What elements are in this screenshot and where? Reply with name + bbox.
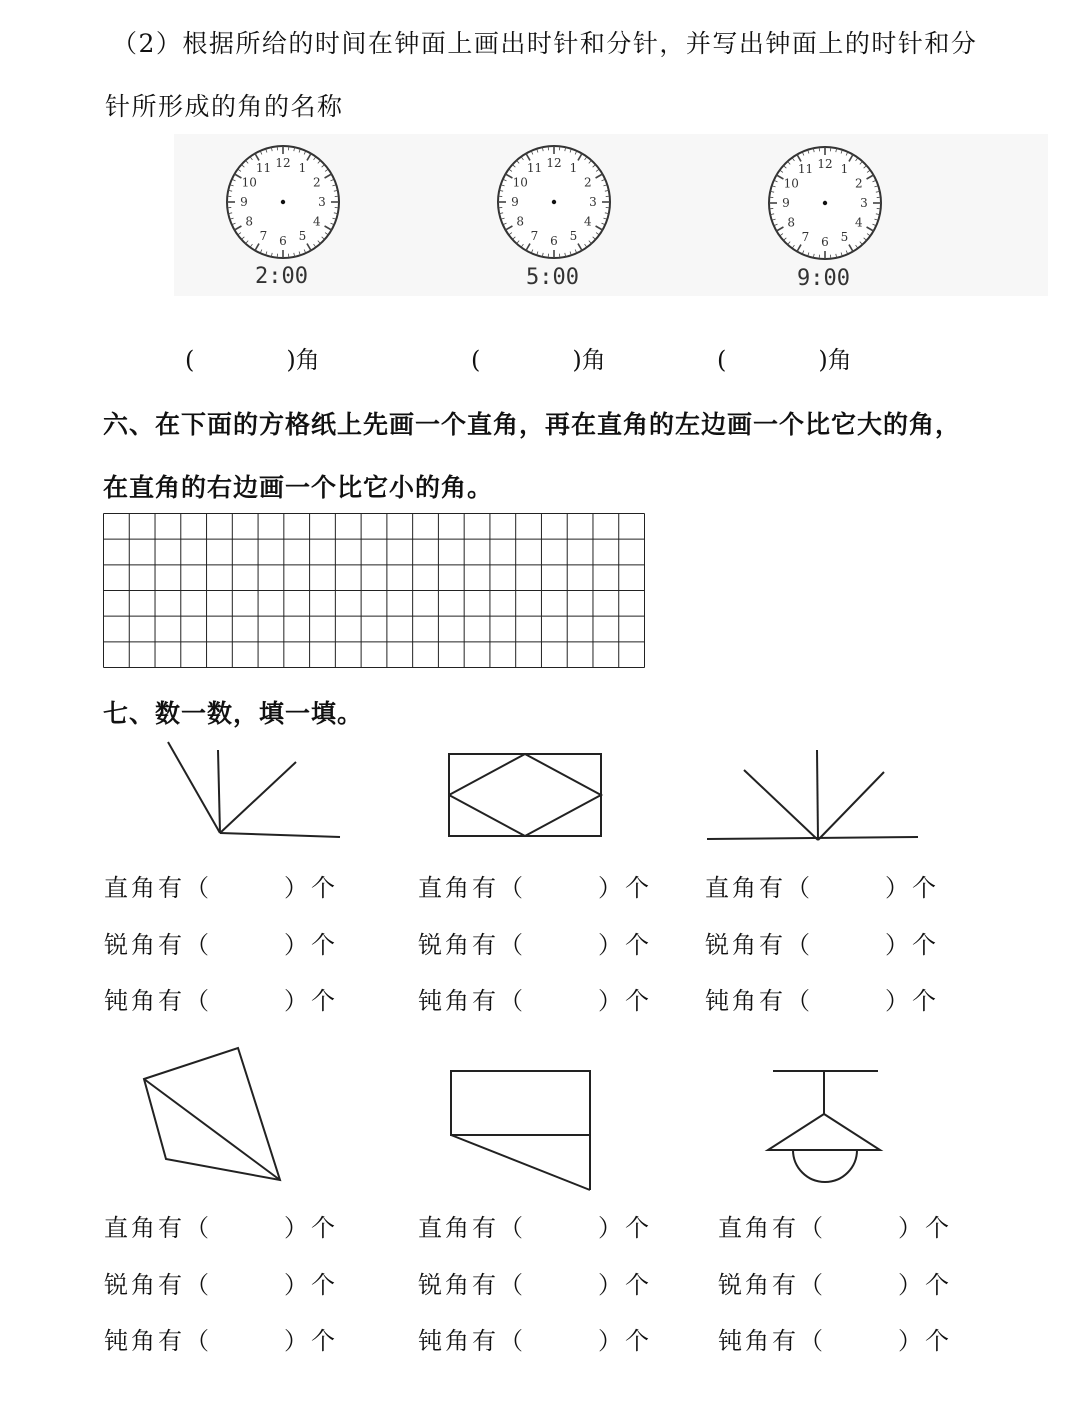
clock-number: 3 — [860, 196, 868, 210]
clock-time-3: 9:00 — [797, 266, 850, 291]
right-angle-count-label: 直角有（ — [418, 1214, 526, 1242]
clock-number: 11 — [526, 161, 543, 176]
obtuse-angle-count-close: ）个 — [598, 1327, 652, 1355]
figure-lamp — [768, 1071, 880, 1182]
blank-open: ( — [185, 346, 195, 374]
right-angle-count-close: ）个 — [284, 1214, 338, 1242]
clock-number: 1 — [840, 162, 849, 177]
clock-number: 11 — [255, 161, 272, 176]
acute-angle-count-label: 锐角有（ — [418, 1271, 526, 1299]
right-angle-count-label: 直角有（ — [104, 874, 212, 902]
clock-number: 1 — [569, 161, 578, 176]
right-angle-count-label: 直角有（ — [104, 1214, 212, 1242]
acute-angle-count-label: 锐角有（ — [705, 931, 813, 959]
obtuse-angle-count-row[interactable] — [104, 981, 338, 1016]
clock-number: 5 — [840, 229, 849, 244]
acute-angle-count-label: 锐角有（ — [104, 1271, 212, 1299]
clock-number: 8 — [787, 215, 796, 230]
right-angle-count-row[interactable] — [104, 868, 338, 903]
acute-angle-count-close: ）个 — [284, 931, 338, 959]
question-2-line-2: 针所形成的角的名称 — [105, 92, 344, 121]
clock-number: 12 — [817, 157, 833, 171]
obtuse-angle-count-label: 钝角有（ — [104, 987, 212, 1015]
right-angle-count-row[interactable] — [705, 868, 939, 903]
obtuse-angle-count-close: ）个 — [885, 987, 939, 1015]
clock-time-2: 5:00 — [526, 265, 579, 290]
acute-angle-count-row[interactable] — [104, 925, 338, 960]
clock-number: 4 — [854, 215, 863, 230]
obtuse-angle-count-label: 钝角有（ — [418, 987, 526, 1015]
acute-angle-count-row[interactable] — [104, 1265, 338, 1300]
clock-number: 9 — [240, 195, 248, 209]
section-6-line-2: 在直角的右边画一个比它小的角。 — [103, 473, 494, 502]
obtuse-angle-count-close: ）个 — [598, 987, 652, 1015]
acute-angle-count-close: ）个 — [898, 1271, 952, 1299]
right-angle-count-close: ）个 — [598, 874, 652, 902]
clock-number: 6 — [821, 235, 829, 249]
acute-angle-count-label: 锐角有（ — [718, 1271, 826, 1299]
clock-number: 3 — [589, 195, 597, 209]
blank-close: )角 — [572, 346, 606, 374]
obtuse-angle-count-close: ）个 — [284, 987, 338, 1015]
obtuse-angle-count-close: ）个 — [898, 1327, 952, 1355]
blank-open: ( — [717, 346, 727, 374]
blank-close: )角 — [286, 346, 320, 374]
figure-rectangle-rhombus — [449, 754, 601, 836]
blank-close: )角 — [818, 346, 852, 374]
obtuse-angle-count-label: 钝角有（ — [418, 1327, 526, 1355]
clock-number: 8 — [516, 214, 525, 229]
clock-number: 1 — [298, 161, 307, 176]
right-angle-count-close: ）个 — [598, 1214, 652, 1242]
obtuse-angle-count-row[interactable] — [705, 981, 939, 1016]
right-angle-count-label: 直角有（ — [718, 1214, 826, 1242]
obtuse-angle-count-row[interactable] — [418, 1321, 652, 1356]
acute-angle-count-row[interactable] — [418, 1265, 652, 1300]
acute-angle-count-close: ）个 — [284, 1271, 338, 1299]
right-angle-count-close: ）个 — [885, 874, 939, 902]
section-7-title: 七、数一数，填一填。 — [103, 699, 364, 728]
obtuse-angle-count-close: ）个 — [284, 1327, 338, 1355]
blank-open: ( — [471, 346, 481, 374]
clock-number: 4 — [583, 214, 592, 229]
acute-angle-count-close: ）个 — [885, 931, 939, 959]
clock-number: 2 — [854, 176, 863, 191]
clock-number: 2 — [312, 175, 321, 190]
obtuse-angle-count-label: 钝角有（ — [104, 1327, 212, 1355]
right-angle-count-label: 直角有（ — [705, 874, 813, 902]
clock-number: 10 — [783, 176, 799, 191]
acute-angle-count-close: ）个 — [598, 931, 652, 959]
clock-number: 11 — [797, 162, 814, 177]
clock-number: 7 — [801, 229, 810, 244]
clock-number: 6 — [550, 234, 558, 248]
acute-angle-count-row[interactable] — [418, 925, 652, 960]
acute-angle-count-label: 锐角有（ — [418, 931, 526, 959]
obtuse-angle-count-label: 钝角有（ — [705, 987, 813, 1015]
clock-number: 7 — [259, 228, 268, 243]
right-angle-count-row[interactable] — [104, 1208, 338, 1243]
clock-number: 4 — [312, 214, 321, 229]
clock-time-1: 2:00 — [255, 264, 308, 289]
clock-number: 9 — [511, 195, 519, 209]
right-angle-count-close: ）个 — [898, 1214, 952, 1242]
clock-number: 5 — [298, 228, 307, 243]
clock-number: 10 — [241, 175, 257, 190]
acute-angle-count-row[interactable] — [718, 1265, 952, 1300]
clock-number: 10 — [512, 175, 528, 190]
obtuse-angle-count-row[interactable] — [418, 981, 652, 1016]
right-angle-count-close: ）个 — [284, 874, 338, 902]
right-angle-count-row[interactable] — [418, 1208, 652, 1243]
figure-kite — [144, 1048, 280, 1180]
right-angle-count-label: 直角有（ — [418, 874, 526, 902]
right-angle-count-row[interactable] — [718, 1208, 952, 1243]
clock-number: 2 — [583, 175, 592, 190]
clock-number: 3 — [318, 195, 326, 209]
clock-number: 12 — [546, 156, 562, 170]
clock-number: 5 — [569, 228, 578, 243]
acute-angle-count-close: ）个 — [598, 1271, 652, 1299]
figure-rays-left — [168, 742, 340, 837]
obtuse-angle-count-row[interactable] — [104, 1321, 338, 1356]
obtuse-angle-count-label: 钝角有（ — [718, 1327, 826, 1355]
figure-rays-fan — [707, 750, 918, 840]
acute-angle-count-label: 锐角有（ — [104, 931, 212, 959]
question-2-line-1: （2）根据所给的时间在钟面上画出时针和分针，并写出钟面上的时针和分 — [112, 29, 978, 58]
right-angle-count-row[interactable] — [418, 868, 652, 903]
clock-number: 8 — [245, 214, 254, 229]
obtuse-angle-count-row[interactable] — [718, 1321, 952, 1356]
clock-number: 7 — [530, 228, 539, 243]
section-6-line-1: 六、在下面的方格纸上先画一个直角，再在直角的左边画一个比它大的角， — [103, 410, 962, 439]
clock-number: 12 — [275, 156, 291, 170]
acute-angle-count-row[interactable] — [705, 925, 939, 960]
clock-number: 6 — [279, 234, 287, 248]
clock-number: 9 — [782, 196, 790, 210]
figure-rectangle-triangle — [451, 1071, 590, 1190]
